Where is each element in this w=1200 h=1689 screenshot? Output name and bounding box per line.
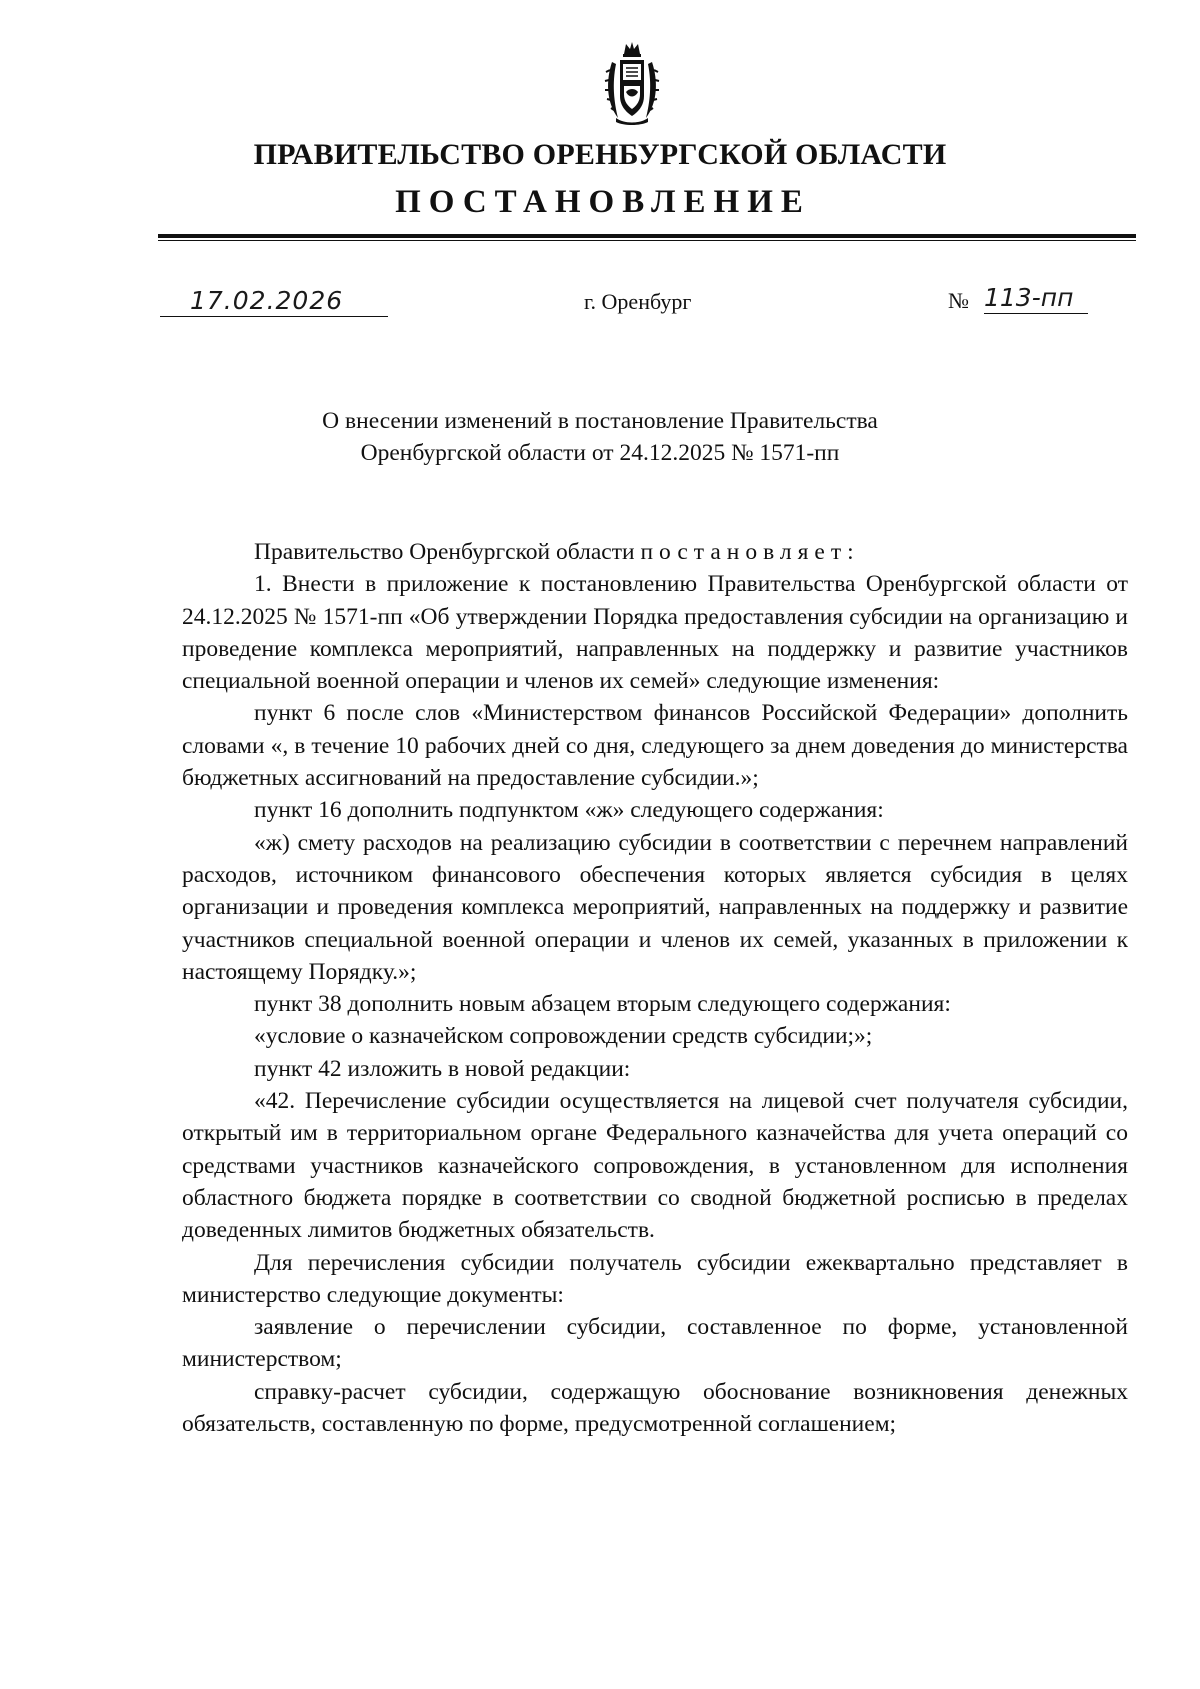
paragraph: заявление о перечислении субсидии, составленное по форме, установленной министерством;	[182, 1314, 1128, 1373]
paragraph: пункт 16 дополнить подпунктом «ж» следующего содержания:	[254, 797, 884, 824]
city: г. Оренбург	[584, 289, 692, 314]
orenburg-coat-of-arms-icon	[604, 40, 660, 126]
paragraph: 1. Внести в приложение к постановлению Правительства Оренбургской области от 24.12.2025 № 1571-пп «Об утверждении Порядка предоставления субсидии на организацию и проведение комплекса мероприятий, направленных на поддержку и развитие участников специальной военной операции и членов их семей» следующие изменения:	[182, 571, 1128, 695]
government-title: ПРАВИТЕЛЬСТВО ОРЕНБУРГСКОЙ ОБЛАСТИ	[253, 138, 947, 171]
paragraph: пункт 38 дополнить новым абзацем вторым следующего содержания:	[254, 991, 951, 1018]
paragraph: «42. Перечисление субсидии осуществляется на лицевой счет получателя субсидии, открытый им в территориальном органе Федерального казначейства для учета операций со средствами участников казначейского сопровождения, в установленном для исполнения областного бюджета порядке в соответствии со сводной бюджетной росписью в пределах доведенных лимитов бюджетных обязательств.	[182, 1088, 1128, 1244]
subject-line-1: О внесении изменений в постановление Правительства	[322, 408, 878, 434]
paragraph: Для перечисления субсидии получатель субсидии ежеквартально представляет в министерство следующие документы:	[182, 1249, 1128, 1308]
paragraph: «ж) смету расходов на реализацию субсидии в соответствии с перечнем направлений расходов, источником финансового обеспечения которых является субсидия в целях организации и проведения комплекса мероприятий, направленных на поддержку и развитие участников специальной военной операции и членов их семей, указанных в приложении к настоящему Порядку.»;	[182, 829, 1128, 985]
preamble-lead: Правительство Оренбургской области	[254, 539, 635, 565]
date-field	[160, 280, 388, 317]
number-field	[948, 282, 1092, 318]
header-divider-thin	[158, 240, 1136, 241]
paragraph: пункт 6 после слов «Министерством финансов Российской Федерации» дополнить словами «, в течение 10 рабочих дней со дня, следующего за днем доведения до министерства бюджетных ассигнований на предоставление субсидии.»;	[182, 700, 1128, 792]
document-number: 113-пп	[984, 283, 1088, 314]
document-body	[182, 536, 1128, 1440]
preamble	[182, 536, 1128, 568]
preamble-verb: постановляет:	[640, 539, 860, 565]
number-sign: №	[948, 288, 969, 313]
header-divider	[158, 234, 1136, 238]
paragraph: справку-расчет субсидии, содержащую обоснование возникновения денежных обязательств, составленную по форме, предусмотренной соглашением;	[182, 1378, 1128, 1438]
document-type: ПОСТАНОВЛЕНИЕ	[395, 184, 811, 220]
document-subject	[0, 405, 1200, 469]
subject-line-2: Оренбургской области от 24.12.2025 № 1571-пп	[360, 440, 840, 466]
paragraph: пункт 42 изложить в новой редакции:	[254, 1055, 631, 1082]
paragraph: «условие о казначейском сопровождении средств субсидии;»;	[254, 1023, 873, 1050]
document-date: 17.02.2026	[190, 286, 344, 315]
